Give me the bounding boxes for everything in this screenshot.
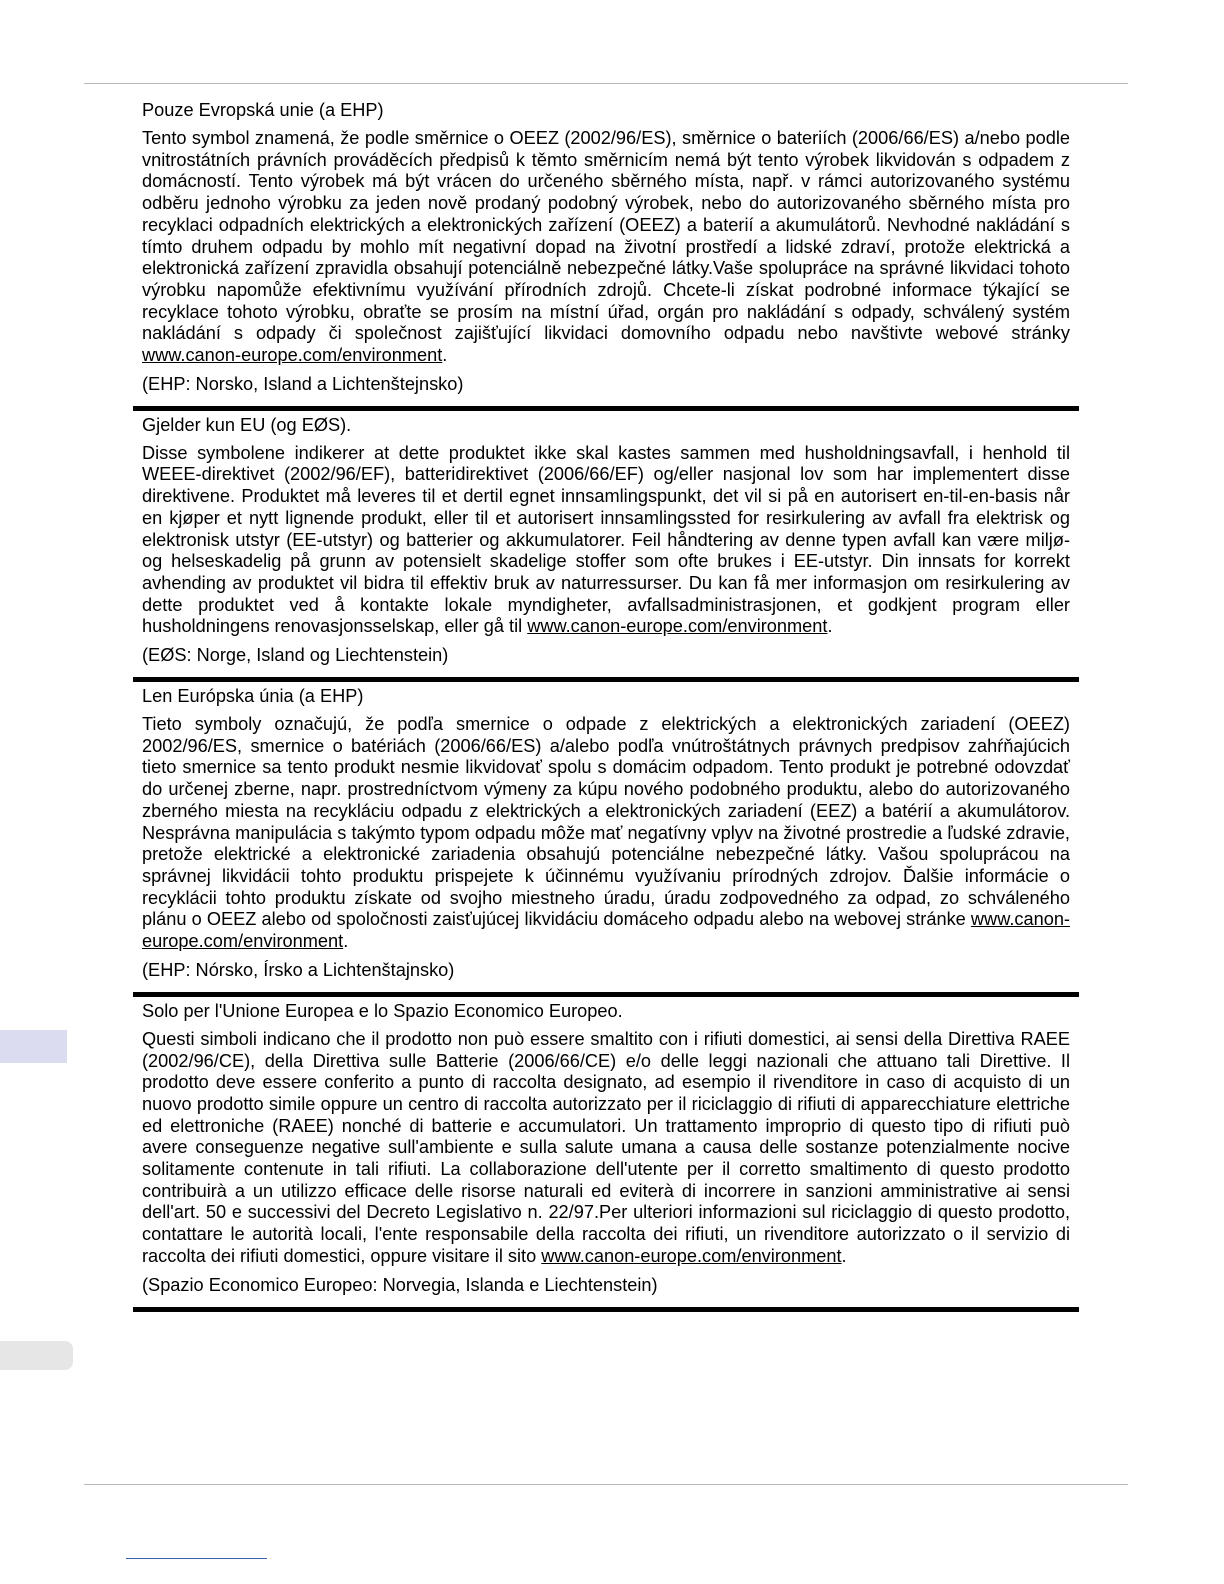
section-footnote: (EHP: Norsko, Island a Lichtenštejnsko) (142, 373, 464, 394)
section-divider (133, 992, 1079, 997)
section-body-text: Tento symbol znamená, že podle směrnice o OEEZ (2002/96/ES), směrnice o bateriích (2006/66/ES) a/nebo podle vnitrostátních právních prováděcích předpisů k těmto směrnicím nemá být tento výrobek likvidován s odpadem z domácností. Tento výrobek má být vrácen do určeného sběrného místa, např. v rámci autorizovaného systému odběru jednoho výrobku za jeden nově prodaný podobný výrobek, nebo do autorizovaného sběrného místa pro recyklaci odpadních elektrických a elektronických zařízení (OEEZ) a baterií a akumulátorů. Nevhodné nakládání s tímto druhem odpadu by mohlo mít negativní dopad na životní prostředí a lidské zdraví, protože elektrická a elektronická zařízení zpravidla obsahují potenciálně nebezpečné látky.Vaše spolupráce na správné likvidaci tohoto výrobku napomůže efektivnímu využívání přírodních zdrojů. Chcete-li získat podrobné informace týkající se recyklace tohoto výrobku, obraťte se prosím na místní úřad, orgán pro nakládání s odpady, schválený systém nakládání s odpady či společnost zajišťující likvidaci domovního odpadu nebo navštivte webové stránky (142, 128, 1070, 344)
section-heading: Solo per l'Unione Europea e lo Spazio Economico Europeo. (142, 1000, 623, 1021)
section-body (142, 128, 1070, 367)
section-divider (133, 1307, 1079, 1312)
footer-rule (84, 1484, 1128, 1485)
environment-link[interactable]: www.canon-europe.com/environment (142, 909, 1070, 952)
section-heading: Len Európska únia (a EHP) (142, 686, 364, 707)
link-trailing-period: . (827, 616, 833, 637)
section-czech (133, 99, 1079, 406)
section-footnote: (EØS: Norge, Island og Liechtenstein) (142, 645, 449, 666)
section-slovak (133, 685, 1079, 992)
header-rule (84, 83, 1128, 84)
section-footnote: (Spazio Economico Europeo: Norvegia, Islanda e Liechtenstein) (142, 1274, 658, 1295)
environment-link[interactable]: www.canon-europe.com/environment (527, 616, 828, 637)
link-trailing-period: . (841, 1245, 847, 1266)
section-body (142, 714, 1070, 953)
side-index-tab[interactable] (0, 1030, 67, 1063)
section-divider (133, 406, 1079, 411)
section-body-text: Tieto symboly označujú, že podľa smernice o odpade z elektrických a elektronických zariadení (OEEZ) 2002/96/ES, smernice o batériách (2006/66/ES) a/alebo podľa vnútroštátnych právnych predpisov zahŕňajúcich tieto smernice sa tento produkt nesmie likvidovať spolu s domácim odpadom. Tento produkt je potrebné odovzdať do určenej zberne, napr. prostredníctvom výmeny za kúpu nového podobného produktu, alebo do autorizovaného zberného miesta na recykláciu odpadu z elektrických a elektronických zariadení (EEZ) a batérií a akumulátorov. Nesprávna manipulácia s takýmto typom odpadu môže mať negatívny vplyv na životné prostredie a ľudské zdravie, pretože elektrické a elektronické zariadenia obsahujú potenciálne nebezpečné látky. Vašou spoluprácou na správnej likvidácii tohto produktu prispejete k účinnému využívaniu prírodných zdrojov. Ďalšie informácie o recyklácii tohto produktu získate od svojho miestneho úradu, úradu zodpovedného za odpad, zo schváleného plánu o OEEZ alebo od spoločnosti zaisťujúcej likvidáciu domáceho odpadu alebo na webovej stránke (142, 714, 1070, 930)
link-trailing-period: . (343, 931, 349, 952)
environment-link[interactable]: www.canon-europe.com/environment (142, 345, 443, 366)
footer-link-underline[interactable] (126, 1558, 267, 1559)
section-body (142, 443, 1070, 638)
section-footnote: (EHP: Nórsko, Írsko a Lichtenštajnsko) (142, 959, 455, 980)
section-body-text: Disse symbolene indikerer at dette produktet ikke skal kastes sammen med husholdningsavfall, i henhold til WEEE-direktivet (2002/96/EF), batteridirektivet (2006/66/EF) og/eller nasjonal lov som har implementert disse direktivene. Produktet må leveres til et dertil egnet innsamlingspunkt, det vil si på en autorisert en-til-en-basis når en kjøper et nytt lignende produkt, eller til et autorisert innsamlingssted for resirkulering av avfall fra elektrisk og elektronisk utstyr (EE-utstyr) og batterier og akkumulatorer. Feil håndtering av denne typen avfall kan være miljø- og helseskadelig på grunn av potensielt skadelige stoffer som ofte brukes i EE-utstyr. Din innsats for korrekt avhending av produktet vil bidra til effektiv bruk av naturressurser. Du kan få mer informasjon om resirkulering av dette produktet ved å kontakte lokale myndigheter, avfallsadministrasjonen, et godkjent program eller husholdningens renovasjonsselskap, eller gå til (142, 442, 1070, 637)
recycling-notice-box (133, 96, 1079, 1312)
environment-link[interactable]: www.canon-europe.com/environment (541, 1245, 842, 1266)
section-divider (133, 677, 1079, 682)
side-index-tab-secondary[interactable] (0, 1341, 73, 1370)
section-heading: Pouze Evropská unie (a EHP) (142, 100, 384, 120)
section-norwegian (133, 414, 1079, 677)
section-body-text: Questi simboli indicano che il prodotto non può essere smaltito con i rifiuti domestici, ai sensi della Direttiva RAEE (2002/96/CE), della Direttiva sulle Batterie (2006/66/CE) e/o delle leggi nazionali che attuano tali Direttive. Il prodotto deve essere conferito a punto di raccolta designato, ad esempio il rivenditore in caso di acquisto di un nuovo prodotto simile oppure un centro di raccolta autorizzato per il riciclaggio di rifiuti di apparecchiature elettriche ed elettroniche (RAEE) nonché di batterie e accumulatori. Un trattamento improprio di questo tipo di rifiuti può avere conseguenze negative sull'ambiente e sulla salute umana a causa delle sostanze potenzialmente nocive solitamente contenute in tali rifiuti. La collaborazione dell'utente per il corretto smaltimento di questo prodotto contribuirà a un utilizzo efficace delle risorse naturali ed eviterà di incorrere in sanzioni amministrative ai sensi dell'art. 50 e successivi del Decreto Legislativo n. 22/97.Per ulteriori informazioni sul riciclaggio di questo prodotto, contattare le autorità locali, l'ente responsabile della raccolta dei rifiuti, un rivenditore autorizzato o il servizio di raccolta dei rifiuti domestici, oppure visitare il sito (142, 1028, 1070, 1266)
link-trailing-period: . (442, 345, 448, 366)
section-body (142, 1029, 1070, 1268)
section-heading: Gjelder kun EU (og EØS). (142, 414, 352, 435)
section-italian (133, 1000, 1079, 1307)
